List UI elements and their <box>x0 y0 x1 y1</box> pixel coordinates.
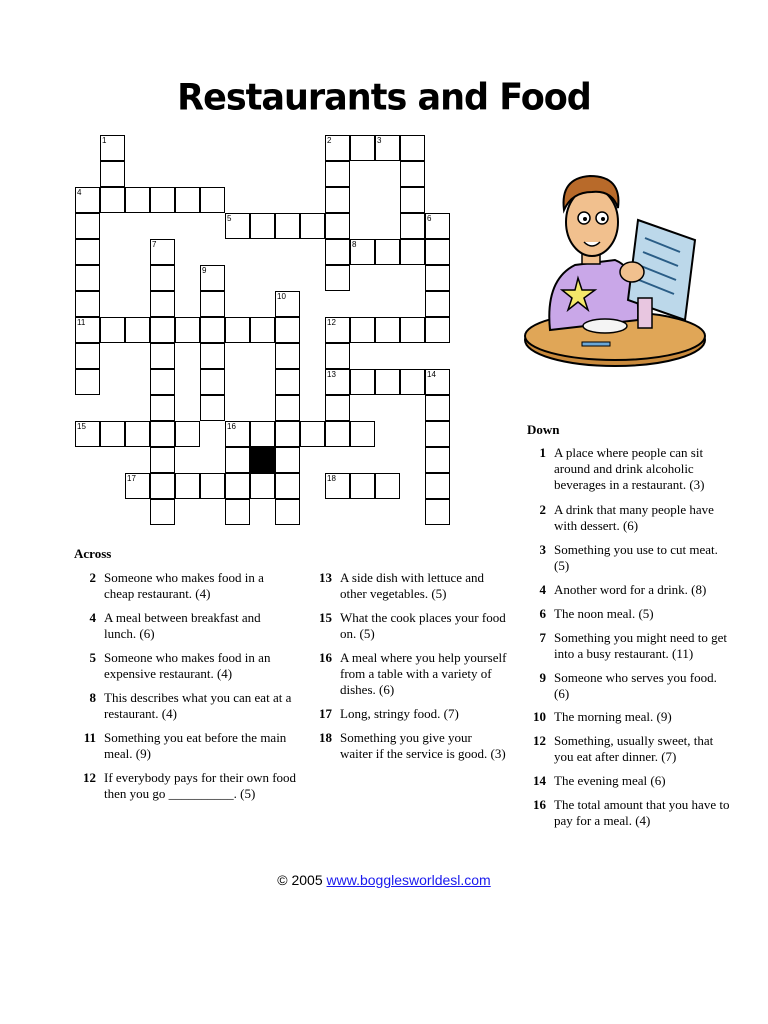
grid-cell[interactable] <box>100 187 125 213</box>
grid-cell[interactable] <box>325 473 350 499</box>
grid-cell[interactable] <box>75 291 100 317</box>
grid-cell[interactable] <box>325 369 350 395</box>
grid-cell[interactable] <box>425 447 450 473</box>
across-clue-8: 8 This describes what you can eat at a restaurant. (4) <box>89 690 292 721</box>
clue-number: 7 <box>152 240 157 249</box>
grid-cell[interactable] <box>125 421 150 447</box>
grid-cell[interactable] <box>400 239 425 265</box>
grid-cell[interactable] <box>275 213 300 239</box>
grid-cell[interactable] <box>400 213 425 239</box>
clue-number: 12 <box>327 318 336 327</box>
grid-cell[interactable] <box>150 317 175 343</box>
grid-cell[interactable] <box>375 473 400 499</box>
down-clue-1: 1 A place where people can sit around and drink alcoholic beverages in a restaurant. (3) <box>539 445 705 492</box>
down-clue-7: 7 Something you might need to get into a busy restaurant. (11) <box>539 630 727 661</box>
grid-cell[interactable] <box>200 473 225 499</box>
clue-number: 15 <box>77 422 86 431</box>
across-clue-4: 4 A meal between breakfast and lunch. (6) <box>89 610 261 641</box>
grid-cell[interactable] <box>225 213 250 239</box>
grid-cell[interactable] <box>150 187 175 213</box>
grid-cell[interactable] <box>275 421 300 447</box>
grid-cell[interactable] <box>250 473 275 499</box>
clue-number: 14 <box>427 370 436 379</box>
down-heading: Down <box>527 422 560 437</box>
grid-cell[interactable] <box>275 499 300 525</box>
clue-number: 16 <box>227 422 236 431</box>
grid-cell[interactable] <box>75 317 100 343</box>
grid-cell[interactable] <box>275 343 300 369</box>
grid-cell[interactable] <box>325 161 350 187</box>
across-heading: Across <box>74 546 112 561</box>
grid-cell[interactable] <box>350 369 375 395</box>
across-clue-13: 13 A side dish with lettuce and other vegetables. (5) <box>319 570 485 601</box>
grid-cell[interactable] <box>150 395 175 421</box>
clue-number: 1 <box>102 136 107 145</box>
grid-cell[interactable] <box>350 135 375 161</box>
footer <box>0 872 768 888</box>
grid-cell[interactable] <box>225 473 250 499</box>
grid-cell[interactable] <box>425 369 450 395</box>
grid-cell[interactable] <box>150 239 175 265</box>
black-cell <box>250 447 275 473</box>
across-clue-2: 2 Someone who makes food in a cheap restaurant. (4) <box>89 570 264 601</box>
grid-cell[interactable] <box>125 473 150 499</box>
across-clue-11: 11 Something you eat before the main meal. (9) <box>83 730 287 761</box>
grid-cell[interactable] <box>275 317 300 343</box>
grid-cell[interactable] <box>250 421 275 447</box>
grid-cell[interactable] <box>325 265 350 291</box>
copyright-text: © 2005 <box>277 872 323 888</box>
grid-cell[interactable] <box>100 421 125 447</box>
clue-number: 13 <box>327 370 336 379</box>
grid-cell[interactable] <box>75 213 100 239</box>
grid-cell[interactable] <box>75 421 100 447</box>
grid-cell[interactable] <box>200 317 225 343</box>
grid-cell[interactable] <box>350 473 375 499</box>
down-clue-12: 12 Something, usually sweet, that you eat after dinner. (7) <box>533 733 714 764</box>
across-clue-5: 5 Someone who makes food in an expensive restaurant. (4) <box>89 650 271 681</box>
grid-cell[interactable] <box>150 369 175 395</box>
grid-cell[interactable] <box>300 213 325 239</box>
down-clue-14: 14 The evening meal (6) <box>533 773 666 788</box>
grid-cell[interactable] <box>200 291 225 317</box>
grid-cell[interactable] <box>375 369 400 395</box>
grid-cell[interactable] <box>175 317 200 343</box>
grid-cell[interactable] <box>350 239 375 265</box>
down-clue-3: 3 Something you use to cut meat. (5) <box>539 542 718 573</box>
website-link[interactable]: www.bogglesworldesl.com <box>326 872 491 888</box>
down-clue-10: 10 The morning meal. (9) <box>533 709 672 724</box>
grid-cell[interactable] <box>100 317 125 343</box>
grid-cell[interactable] <box>250 213 275 239</box>
grid-cell[interactable] <box>200 395 225 421</box>
grid-cell[interactable] <box>425 499 450 525</box>
grid-cell[interactable] <box>225 317 250 343</box>
grid-cell[interactable] <box>150 421 175 447</box>
grid-cell[interactable] <box>150 265 175 291</box>
clue-number: 6 <box>427 214 432 223</box>
across-clue-18: 18 Something you give your waiter if the service is good. (3) <box>319 730 506 761</box>
grid-cell[interactable] <box>75 343 100 369</box>
grid-cell[interactable] <box>150 447 175 473</box>
across-clue-17: 17 Long, stringy food. (7) <box>319 706 459 721</box>
grid-cell[interactable] <box>225 421 250 447</box>
clue-number: 9 <box>202 266 207 275</box>
grid-cell[interactable] <box>175 473 200 499</box>
grid-cell[interactable] <box>425 265 450 291</box>
clue-number: 3 <box>377 136 382 145</box>
down-clue-16: 16 The total amount that you have to pay for a meal. (4) <box>533 797 730 828</box>
down-clue-2: 2 A drink that many people have with dessert. (6) <box>539 502 714 533</box>
grid-cell[interactable] <box>175 421 200 447</box>
clue-number: 18 <box>327 474 336 483</box>
grid-cell[interactable] <box>75 369 100 395</box>
grid-cell[interactable] <box>100 161 125 187</box>
grid-cell[interactable] <box>325 213 350 239</box>
grid-cell[interactable] <box>150 499 175 525</box>
grid-cell[interactable] <box>425 213 450 239</box>
grid-cell[interactable] <box>400 369 425 395</box>
down-clue-9: 9 Someone who serves you food. (6) <box>539 670 717 701</box>
grid-cell[interactable] <box>375 317 400 343</box>
grid-cell[interactable] <box>325 421 350 447</box>
grid-cell[interactable] <box>325 239 350 265</box>
grid-cell[interactable] <box>150 343 175 369</box>
clue-number: 17 <box>127 474 136 483</box>
grid-cell[interactable] <box>75 265 100 291</box>
grid-cell[interactable] <box>325 317 350 343</box>
clue-number: 8 <box>352 240 357 249</box>
grid-cell[interactable] <box>425 291 450 317</box>
grid-cell[interactable] <box>400 135 425 161</box>
clue-number: 2 <box>327 136 332 145</box>
grid-cell[interactable] <box>425 317 450 343</box>
clue-number: 10 <box>277 292 286 301</box>
grid-cell[interactable] <box>225 447 250 473</box>
grid-cell[interactable] <box>150 291 175 317</box>
grid-cell[interactable] <box>325 135 350 161</box>
grid-cell[interactable] <box>325 343 350 369</box>
grid-cell[interactable] <box>250 317 275 343</box>
clue-number: 5 <box>227 214 232 223</box>
grid-cell[interactable] <box>400 187 425 213</box>
across-clue-15: 15 What the cook places your food on. (5) <box>319 610 506 641</box>
grid-cell[interactable] <box>275 447 300 473</box>
grid-cell[interactable] <box>125 317 150 343</box>
page-title: Restaurants and Food <box>177 77 591 119</box>
across-clue-12: 12 If everybody pays for their own food then you go __________. (5) <box>83 770 297 801</box>
grid-cell[interactable] <box>425 395 450 421</box>
grid-cell[interactable] <box>400 161 425 187</box>
clue-number: 11 <box>77 318 86 327</box>
grid-cell[interactable] <box>275 291 300 317</box>
down-clue-4: 4 Another word for a drink. (8) <box>539 582 707 597</box>
grid-cell[interactable] <box>100 135 125 161</box>
grid-cell[interactable] <box>125 187 150 213</box>
grid-cell[interactable] <box>375 135 400 161</box>
grid-cell[interactable] <box>200 369 225 395</box>
grid-cell[interactable] <box>200 187 225 213</box>
grid-cell[interactable] <box>400 317 425 343</box>
grid-cell[interactable] <box>275 369 300 395</box>
across-clue-16: 16 A meal where you help yourself from a table with a variety of dishes. (6) <box>319 650 507 697</box>
grid-cell[interactable] <box>275 395 300 421</box>
grid-cell[interactable] <box>300 421 325 447</box>
grid-cell[interactable] <box>375 239 400 265</box>
grid-cell[interactable] <box>75 187 100 213</box>
grid-cell[interactable] <box>325 187 350 213</box>
grid-cell[interactable] <box>425 421 450 447</box>
grid-cell[interactable] <box>425 239 450 265</box>
grid-cell[interactable] <box>175 187 200 213</box>
man-reading-menu-icon <box>520 160 720 380</box>
clue-number: 4 <box>77 188 82 197</box>
grid-cell[interactable] <box>350 421 375 447</box>
grid-cell[interactable] <box>75 239 100 265</box>
grid-cell[interactable] <box>325 395 350 421</box>
grid-cell[interactable] <box>150 473 175 499</box>
grid-cell[interactable] <box>350 317 375 343</box>
down-clue-6: 6 The noon meal. (5) <box>539 606 654 621</box>
grid-cell[interactable] <box>200 265 225 291</box>
grid-cell[interactable] <box>225 499 250 525</box>
grid-cell[interactable] <box>425 473 450 499</box>
grid-cell[interactable] <box>275 473 300 499</box>
grid-cell[interactable] <box>200 343 225 369</box>
